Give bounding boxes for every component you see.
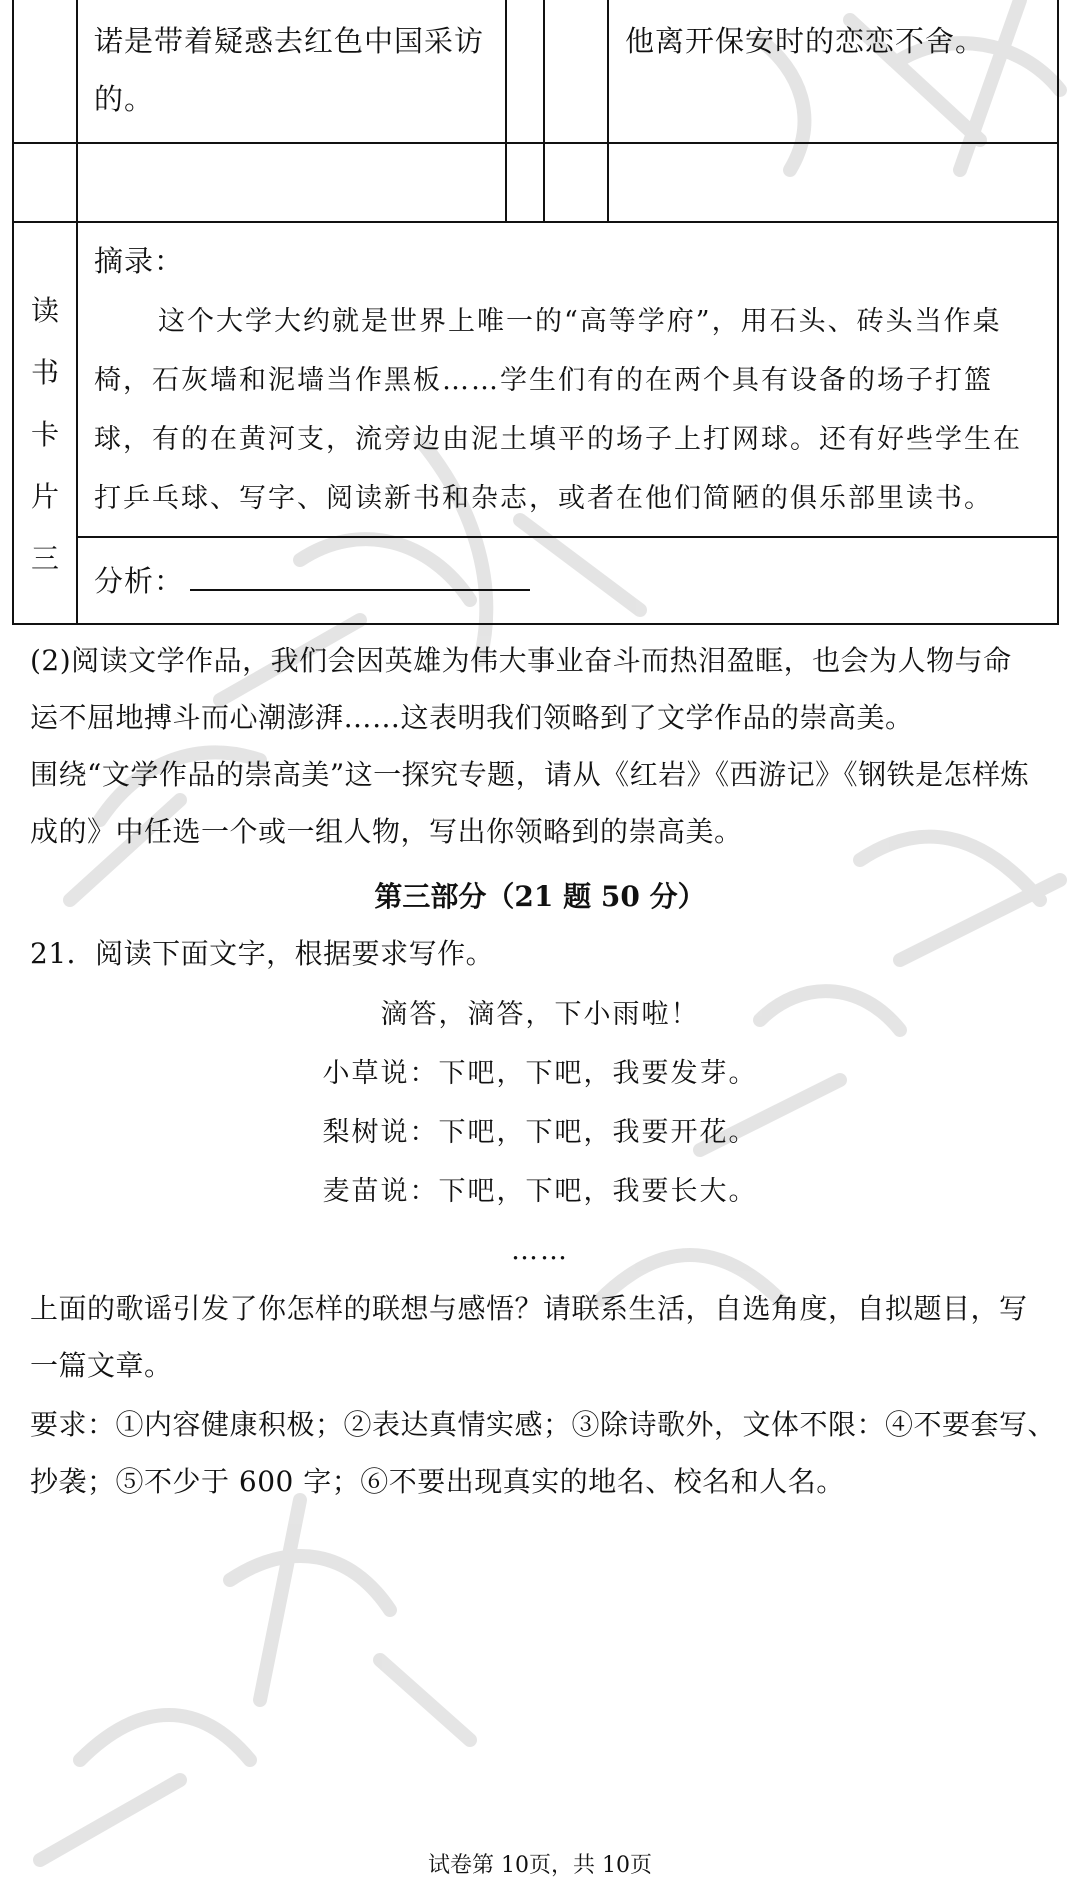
label-char: 卡 <box>30 418 59 451</box>
poem-line: 梨树说：下吧，下吧，我要开花。 <box>322 1117 758 1148</box>
writing-requirements-line: 要求：①内容健康积极；②表达真情实感；③除诗歌外，文体不限：④不要套写、 <box>30 1408 1057 1441</box>
poem-line: 滴答，滴答，下小雨啦！ <box>380 999 700 1030</box>
table-border-bottom <box>12 623 1059 625</box>
table-row-sep-1 <box>12 142 1059 144</box>
writing-prompt-line: 上面的歌谣引发了你怎样的联想与感悟？请联系生活，自选角度，自拟题目，写 <box>30 1292 1028 1325</box>
excerpt-body <box>94 292 1044 528</box>
table-border-right <box>1057 0 1059 625</box>
table-row-sep-2 <box>12 221 1059 223</box>
excerpt-line: 这个大学大约就是世界上唯一的“高等学府”，用石头、砖头当作桌 <box>158 306 1002 337</box>
reading-card-top-left-line: 的。 <box>94 82 155 116</box>
excerpt-line: 椅，石灰墙和泥墙当作黑板……学生们有的在两个具有设备的场子打篮 <box>94 365 993 396</box>
page-footer: 试卷第 10页，共 10页 <box>428 1853 652 1878</box>
analysis-row <box>94 552 530 610</box>
question-2-line: 围绕“文学作品的崇高美”这一探究专题，请从《红岩》《西游记》《钢铁是怎样炼 <box>30 758 1030 791</box>
table-col-sep-4 <box>607 0 609 222</box>
table-row-sep-3 <box>76 536 1059 538</box>
question-21-title: 21．阅读下面文字，根据要求写作。 <box>30 937 495 970</box>
writing-prompt-line: 一篇文章。 <box>30 1349 173 1382</box>
question-2-line: (2)阅读文学作品，我们会因英雄为伟大事业奋斗而热泪盈眶，也会为人物与命 <box>30 644 1012 677</box>
writing-prompt <box>30 1280 1070 1394</box>
reading-card-three-label <box>14 280 76 590</box>
writing-requirements <box>30 1396 1070 1510</box>
reading-card-top-left-text <box>94 12 494 128</box>
reading-card-top-right-text: 他离开保安时的恋恋不舍。 <box>625 24 986 58</box>
excerpt-line: 球，有的在黄河支，流旁边由泥土填平的场子上打网球。还有好些学生在 <box>94 424 1022 455</box>
poem-line: …… <box>511 1235 569 1266</box>
poem-line: 麦苗说：下吧，下吧，我要长大。 <box>322 1176 758 1207</box>
label-char: 书 <box>30 356 59 389</box>
table-col-sep-2 <box>505 0 507 222</box>
question-2-line: 运不屈地搏斗而心潮澎湃……这表明我们领略到了文学作品的崇高美。 <box>30 701 914 734</box>
poem-block <box>0 985 1080 1280</box>
analysis-label: 分析： <box>94 564 185 598</box>
table-col-sep-3 <box>543 0 545 222</box>
part-three-heading: 第三部分（21 题 50 分） <box>374 880 706 913</box>
label-char: 片 <box>30 480 59 513</box>
label-char: 三 <box>30 542 59 575</box>
excerpt-line: 打乒乓球、写字、阅读新书和杂志，或者在他们简陋的俱乐部里读书。 <box>94 483 993 514</box>
reading-card-top-left-line: 诺是带着疑惑去红色中国采访 <box>94 24 485 58</box>
analysis-answer-blank[interactable] <box>190 561 530 591</box>
excerpt-label: 摘录： <box>94 244 185 278</box>
question-2 <box>30 632 1070 860</box>
question-2-line: 成的》中任选一个或一组人物，写出你领略到的崇高美。 <box>30 815 743 848</box>
label-char: 读 <box>30 294 59 327</box>
table-col-sep-label <box>76 0 78 625</box>
poem-line: 小草说：下吧，下吧，我要发芽。 <box>322 1058 758 1089</box>
writing-requirements-line: 抄袭；⑤不少于 600 字；⑥不要出现真实的地名、校名和人名。 <box>30 1465 845 1498</box>
